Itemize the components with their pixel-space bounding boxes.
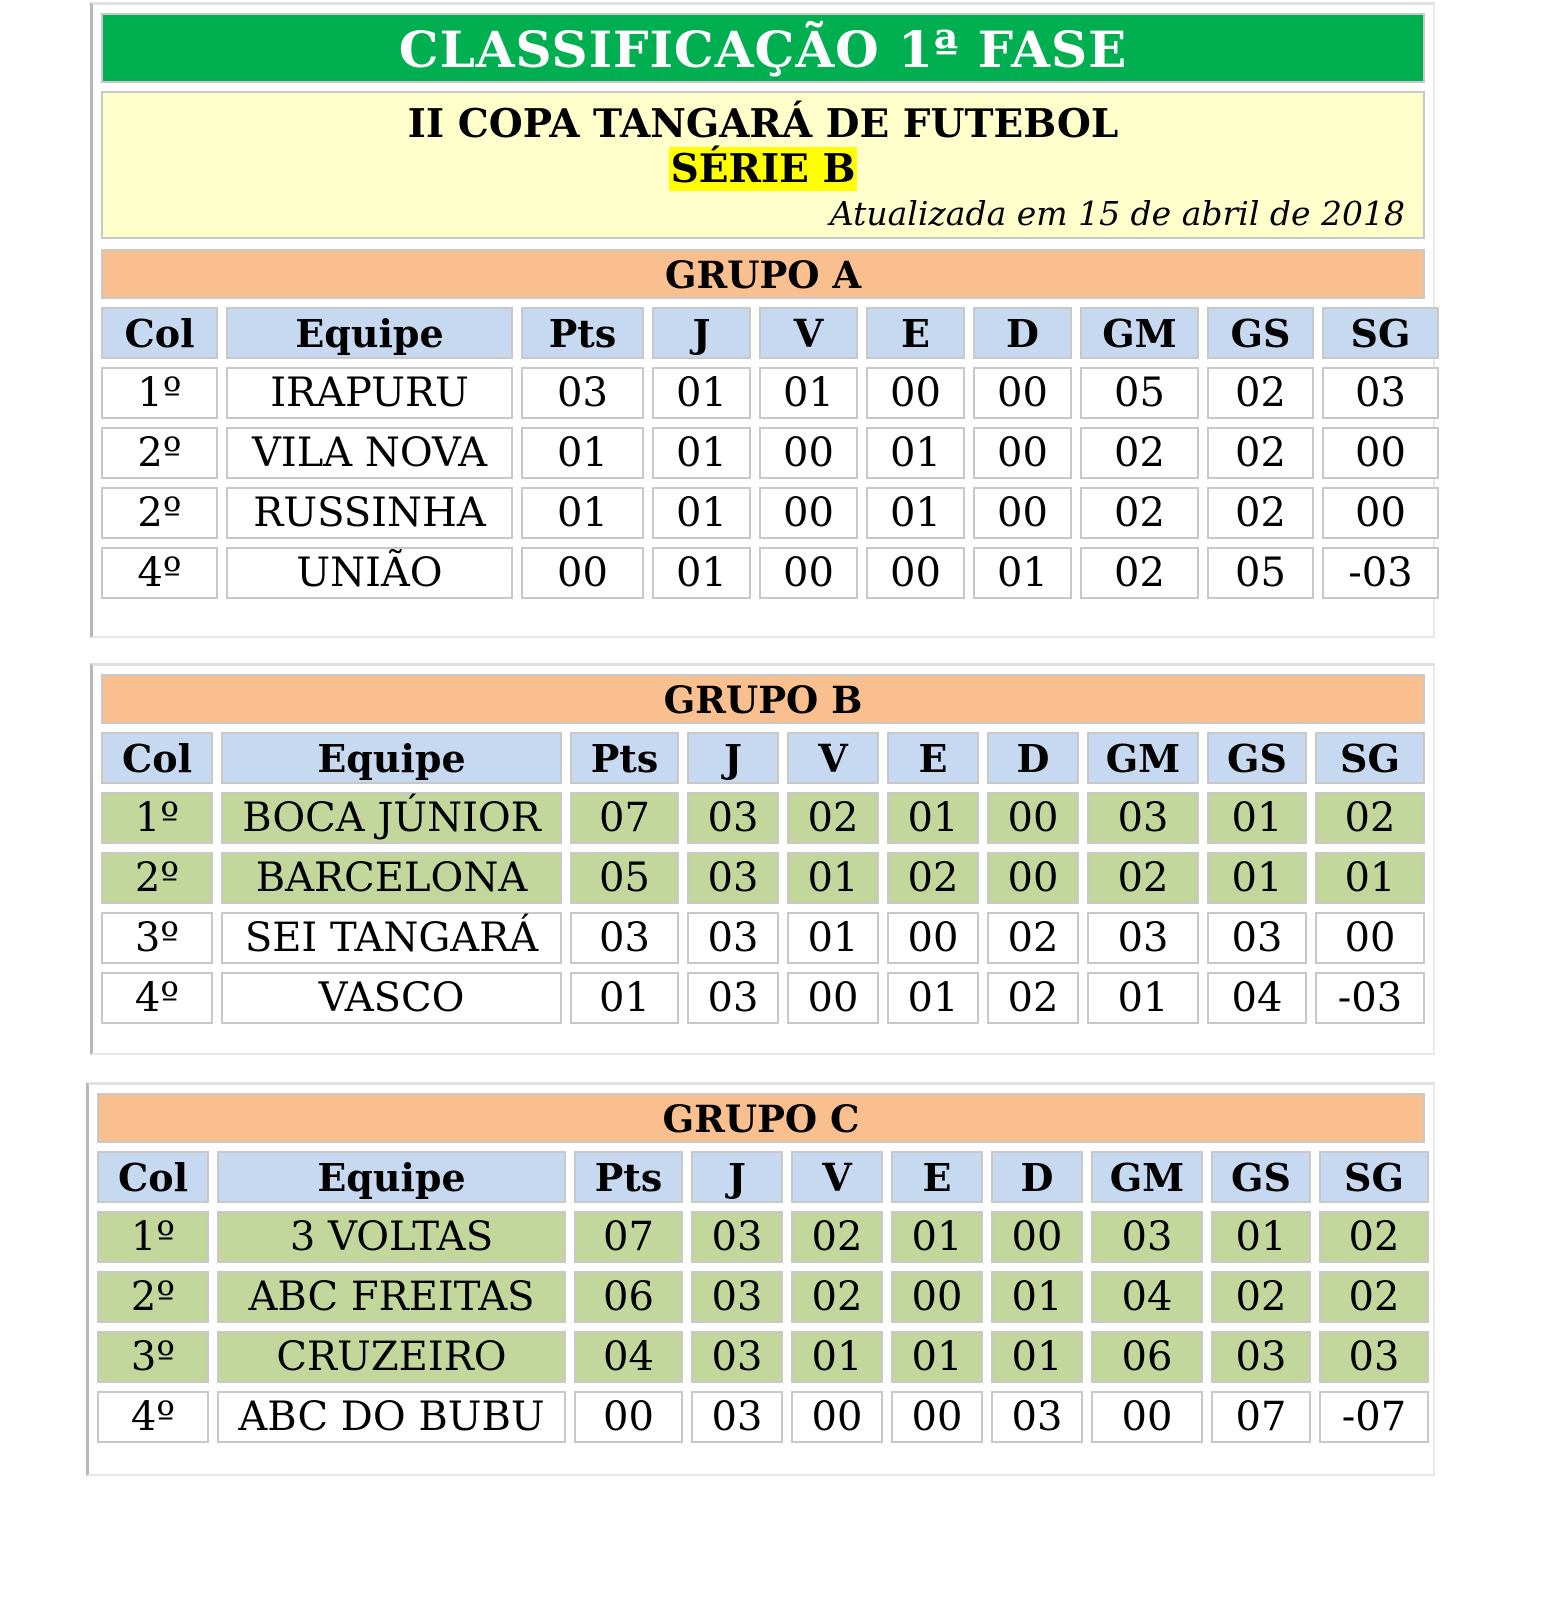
team-cell: BOCA JÚNIOR bbox=[221, 792, 562, 844]
team-cell: VILA NOVA bbox=[226, 427, 513, 479]
goals-for-cell: 02 bbox=[1080, 547, 1199, 599]
wins-cell: 00 bbox=[759, 487, 858, 539]
goals-for-cell: 00 bbox=[1091, 1391, 1203, 1443]
goal-diff-cell: 00 bbox=[1322, 487, 1439, 539]
goals-against-cell: 02 bbox=[1207, 487, 1314, 539]
column-header: J bbox=[687, 732, 779, 784]
points-cell: 00 bbox=[521, 547, 644, 599]
points-cell: 04 bbox=[574, 1331, 683, 1383]
draws-cell: 00 bbox=[891, 1391, 983, 1443]
goal-diff-cell: 03 bbox=[1322, 367, 1439, 419]
draws-cell: 02 bbox=[887, 852, 979, 904]
position-cell: 3º bbox=[101, 912, 213, 964]
table-row bbox=[101, 852, 1425, 904]
wins-cell: 01 bbox=[787, 912, 879, 964]
losses-cell: 00 bbox=[987, 852, 1079, 904]
games-cell: 03 bbox=[687, 972, 779, 1024]
wins-cell: 01 bbox=[787, 852, 879, 904]
points-cell: 06 bbox=[574, 1271, 683, 1323]
column-header: SG bbox=[1322, 307, 1439, 359]
losses-cell: 03 bbox=[991, 1391, 1083, 1443]
column-header: D bbox=[991, 1151, 1083, 1203]
subtitle-box bbox=[101, 91, 1425, 239]
column-header: Pts bbox=[574, 1151, 683, 1203]
page-title: CLASSIFICAÇÃO 1ª FASE bbox=[101, 13, 1425, 83]
team-cell: BARCELONA bbox=[221, 852, 562, 904]
draws-cell: 00 bbox=[866, 547, 965, 599]
column-header: SG bbox=[1319, 1151, 1429, 1203]
column-header: SG bbox=[1315, 732, 1425, 784]
table-row bbox=[101, 367, 1439, 419]
losses-cell: 00 bbox=[987, 792, 1079, 844]
group-table bbox=[89, 1143, 1437, 1451]
position-cell: 2º bbox=[97, 1271, 209, 1323]
column-header: GS bbox=[1207, 307, 1314, 359]
column-header: GM bbox=[1080, 307, 1199, 359]
table-row bbox=[97, 1391, 1429, 1443]
goal-diff-cell: 00 bbox=[1315, 912, 1425, 964]
goals-for-cell: 06 bbox=[1091, 1331, 1203, 1383]
group-title: GRUPO C bbox=[97, 1093, 1425, 1143]
column-header: GM bbox=[1087, 732, 1199, 784]
position-cell: 2º bbox=[101, 852, 213, 904]
team-cell: 3 VOLTAS bbox=[217, 1211, 566, 1263]
losses-cell: 02 bbox=[987, 972, 1079, 1024]
points-cell: 01 bbox=[570, 972, 679, 1024]
position-cell: 1º bbox=[101, 367, 218, 419]
games-cell: 03 bbox=[691, 1211, 783, 1263]
goals-against-cell: 01 bbox=[1211, 1211, 1311, 1263]
goals-against-cell: 02 bbox=[1211, 1271, 1311, 1323]
serie-label: SÉRIE B bbox=[670, 146, 856, 192]
group-title: GRUPO A bbox=[101, 249, 1425, 299]
column-header: Col bbox=[101, 732, 213, 784]
losses-cell: 00 bbox=[991, 1211, 1083, 1263]
points-cell: 01 bbox=[521, 487, 644, 539]
points-cell: 07 bbox=[570, 792, 679, 844]
column-header: Equipe bbox=[221, 732, 562, 784]
games-cell: 01 bbox=[652, 427, 751, 479]
column-header: E bbox=[891, 1151, 983, 1203]
table-row bbox=[101, 792, 1425, 844]
column-header: Equipe bbox=[226, 307, 513, 359]
table-row bbox=[101, 972, 1425, 1024]
goals-against-cell: 03 bbox=[1207, 912, 1307, 964]
draws-cell: 00 bbox=[887, 912, 979, 964]
games-cell: 03 bbox=[691, 1391, 783, 1443]
column-header: Pts bbox=[521, 307, 644, 359]
standings-panel-a bbox=[90, 2, 1435, 638]
points-cell: 01 bbox=[521, 427, 644, 479]
losses-cell: 00 bbox=[973, 427, 1072, 479]
position-cell: 1º bbox=[97, 1211, 209, 1263]
standings-panel-b bbox=[90, 663, 1435, 1055]
games-cell: 03 bbox=[687, 852, 779, 904]
goals-against-cell: 07 bbox=[1211, 1391, 1311, 1443]
column-header-row bbox=[101, 732, 1425, 784]
draws-cell: 00 bbox=[891, 1271, 983, 1323]
team-cell: CRUZEIRO bbox=[217, 1331, 566, 1383]
losses-cell: 01 bbox=[991, 1271, 1083, 1323]
team-cell: ABC FREITAS bbox=[217, 1271, 566, 1323]
goals-against-cell: 02 bbox=[1207, 427, 1314, 479]
games-cell: 01 bbox=[652, 547, 751, 599]
goals-for-cell: 02 bbox=[1080, 427, 1199, 479]
points-cell: 03 bbox=[570, 912, 679, 964]
updated-date: Atualizada em 15 de abril de 2018 bbox=[829, 194, 1405, 233]
column-header: Col bbox=[101, 307, 218, 359]
team-cell: RUSSINHA bbox=[226, 487, 513, 539]
goals-against-cell: 03 bbox=[1211, 1331, 1311, 1383]
table-row bbox=[97, 1211, 1429, 1263]
team-cell: ABC DO BUBU bbox=[217, 1391, 566, 1443]
column-header: Equipe bbox=[217, 1151, 566, 1203]
column-header: V bbox=[791, 1151, 883, 1203]
wins-cell: 01 bbox=[791, 1331, 883, 1383]
column-header: GM bbox=[1091, 1151, 1203, 1203]
goal-diff-cell: -03 bbox=[1315, 972, 1425, 1024]
draws-cell: 00 bbox=[866, 367, 965, 419]
team-cell: UNIÃO bbox=[226, 547, 513, 599]
goal-diff-cell: -07 bbox=[1319, 1391, 1429, 1443]
goals-for-cell: 01 bbox=[1087, 972, 1199, 1024]
position-cell: 2º bbox=[101, 427, 218, 479]
table-row bbox=[97, 1331, 1429, 1383]
losses-cell: 00 bbox=[973, 367, 1072, 419]
games-cell: 01 bbox=[652, 367, 751, 419]
games-cell: 03 bbox=[687, 792, 779, 844]
goal-diff-cell: 01 bbox=[1315, 852, 1425, 904]
draws-cell: 01 bbox=[891, 1331, 983, 1383]
column-header: GS bbox=[1211, 1151, 1311, 1203]
wins-cell: 02 bbox=[787, 792, 879, 844]
wins-cell: 00 bbox=[791, 1391, 883, 1443]
column-header: E bbox=[887, 732, 979, 784]
wins-cell: 00 bbox=[759, 427, 858, 479]
goals-for-cell: 05 bbox=[1080, 367, 1199, 419]
column-header-row bbox=[101, 307, 1439, 359]
team-cell: IRAPURU bbox=[226, 367, 513, 419]
position-cell: 2º bbox=[101, 487, 218, 539]
competition-name: II COPA TANGARÁ DE FUTEBOL bbox=[407, 101, 1119, 147]
goals-for-cell: 03 bbox=[1091, 1211, 1203, 1263]
position-cell: 4º bbox=[101, 972, 213, 1024]
points-cell: 00 bbox=[574, 1391, 683, 1443]
points-cell: 03 bbox=[521, 367, 644, 419]
position-cell: 3º bbox=[97, 1331, 209, 1383]
standings-panel-c bbox=[86, 1082, 1435, 1476]
wins-cell: 01 bbox=[759, 367, 858, 419]
goals-against-cell: 01 bbox=[1207, 792, 1307, 844]
column-header: V bbox=[787, 732, 879, 784]
goal-diff-cell: 02 bbox=[1315, 792, 1425, 844]
team-cell: VASCO bbox=[221, 972, 562, 1024]
games-cell: 03 bbox=[687, 912, 779, 964]
goals-for-cell: 03 bbox=[1087, 912, 1199, 964]
games-cell: 03 bbox=[691, 1331, 783, 1383]
team-cell: SEI TANGARÁ bbox=[221, 912, 562, 964]
goal-diff-cell: 00 bbox=[1322, 427, 1439, 479]
wins-cell: 00 bbox=[759, 547, 858, 599]
losses-cell: 00 bbox=[973, 487, 1072, 539]
goals-against-cell: 01 bbox=[1207, 852, 1307, 904]
position-cell: 1º bbox=[101, 792, 213, 844]
column-header: V bbox=[759, 307, 858, 359]
table-row bbox=[101, 912, 1425, 964]
column-header: J bbox=[691, 1151, 783, 1203]
losses-cell: 02 bbox=[987, 912, 1079, 964]
goals-for-cell: 02 bbox=[1080, 487, 1199, 539]
column-header: GS bbox=[1207, 732, 1307, 784]
points-cell: 07 bbox=[574, 1211, 683, 1263]
losses-cell: 01 bbox=[973, 547, 1072, 599]
table-row bbox=[101, 427, 1439, 479]
group-table bbox=[93, 299, 1447, 607]
column-header: D bbox=[973, 307, 1072, 359]
goals-for-cell: 04 bbox=[1091, 1271, 1203, 1323]
points-cell: 05 bbox=[570, 852, 679, 904]
draws-cell: 01 bbox=[887, 972, 979, 1024]
draws-cell: 01 bbox=[891, 1211, 983, 1263]
table-row bbox=[101, 547, 1439, 599]
draws-cell: 01 bbox=[866, 487, 965, 539]
goal-diff-cell: 02 bbox=[1319, 1211, 1429, 1263]
wins-cell: 02 bbox=[791, 1271, 883, 1323]
group-title: GRUPO B bbox=[101, 674, 1425, 724]
position-cell: 4º bbox=[101, 547, 218, 599]
group-table bbox=[93, 724, 1433, 1032]
goals-for-cell: 03 bbox=[1087, 792, 1199, 844]
column-header: Pts bbox=[570, 732, 679, 784]
games-cell: 03 bbox=[691, 1271, 783, 1323]
goals-against-cell: 04 bbox=[1207, 972, 1307, 1024]
position-cell: 4º bbox=[97, 1391, 209, 1443]
column-header: Col bbox=[97, 1151, 209, 1203]
column-header-row bbox=[97, 1151, 1429, 1203]
table-row bbox=[101, 487, 1439, 539]
goals-against-cell: 02 bbox=[1207, 367, 1314, 419]
goals-against-cell: 05 bbox=[1207, 547, 1314, 599]
goals-for-cell: 02 bbox=[1087, 852, 1199, 904]
wins-cell: 02 bbox=[791, 1211, 883, 1263]
games-cell: 01 bbox=[652, 487, 751, 539]
column-header: E bbox=[866, 307, 965, 359]
column-header: J bbox=[652, 307, 751, 359]
goal-diff-cell: 03 bbox=[1319, 1331, 1429, 1383]
goal-diff-cell: 02 bbox=[1319, 1271, 1429, 1323]
draws-cell: 01 bbox=[866, 427, 965, 479]
column-header: D bbox=[987, 732, 1079, 784]
goal-diff-cell: -03 bbox=[1322, 547, 1439, 599]
draws-cell: 01 bbox=[887, 792, 979, 844]
losses-cell: 01 bbox=[991, 1331, 1083, 1383]
wins-cell: 00 bbox=[787, 972, 879, 1024]
table-row bbox=[97, 1271, 1429, 1323]
